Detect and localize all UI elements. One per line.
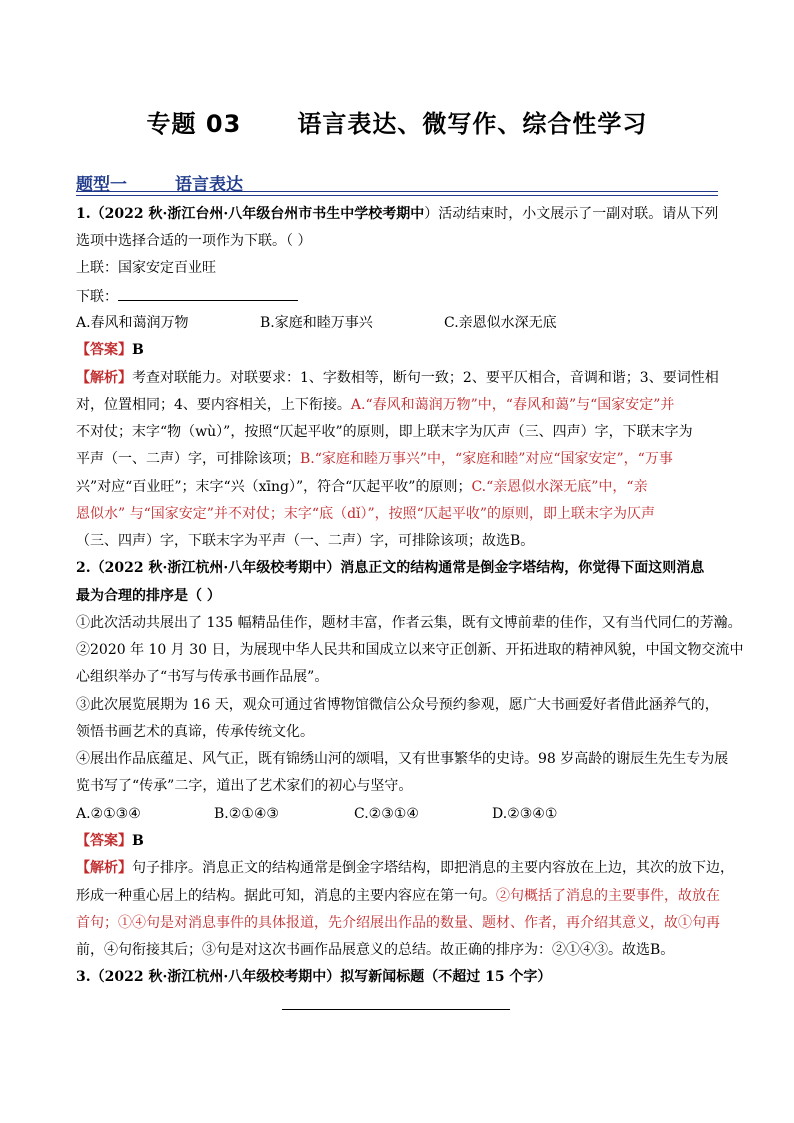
q3-answer-line (282, 1009, 510, 1010)
q2-analysis-line3: 首句；①④句是对消息事件的具体报道，先介绍展出作品的数量、题材、作者，再介绍其意义，故①句再 (76, 915, 720, 931)
section-name: 语言表达 (175, 175, 243, 195)
section-divider (76, 191, 718, 192)
q1-source: 2022 秋·浙江台州·八年级台州市书生中学校考期中 (104, 206, 425, 222)
q2-item-1: ①此次活动共展出了 135 幅精品佳作，题材丰富，作者云集，既有文博前辈的佳作，又有当代同仁的芳瀚。 (76, 615, 742, 631)
q2-item-2: ②2020 年 10 月 30 日，为展现中华人民共和国成立以来守正创新、开拓进取的精神风貌，中国文物交流中 (76, 642, 744, 658)
q2-analysis-line1: 【解析】句子排序。消息正文的结构通常是倒金字塔结构，即把消息的主要内容放在上边，其次的放下边， (76, 860, 734, 876)
page-title: 专题 03 语言表达、微写作、综合性学习 (146, 110, 648, 138)
q1-lower-couplet: 下联： (76, 286, 728, 307)
q2-item-2-cont: 心组织举办了“书写与传承书画作品展”。 (76, 669, 329, 685)
q2-option-b: B.②①④③ (214, 806, 279, 822)
q1-analysis-line2: 对，位置相同；4、要内容相关，上下衔接。A.“春风和蔼润万物”中，“春风和蔼”与“国家安定”并 (76, 397, 675, 413)
q2-options (76, 804, 728, 824)
q2-option-a: A.②①③④ (76, 806, 141, 822)
q1-analysis-line1: 【解析】考查对联能力。对联要求：1、字数相等，断句一致；2、要平仄相合，音调和谐；3、要词性相 (76, 370, 719, 386)
q1-stem: 1.（2022 秋·浙江台州·八年级台州市书生中学校考期中）活动结束时，小文展示了一副对联。请从下列 (76, 206, 719, 222)
q2-option-d: D.②③④① (492, 806, 558, 822)
q1-analysis-line6: 恩似水” 与“国家安定”并不对仗；末字“底（dǐ）”，按照“仄起平收”的原则，即上联末字为仄声 (76, 506, 655, 522)
q2-item-4: ④展出作品底蕴足、风气正，既有锦绣山河的颂唱，又有世事繁华的史诗。98 岁高龄的谢辰生先生专为展 (76, 751, 729, 767)
q2-item-3: ③此次展览展期为 16 天，观众可通过省博物馆微信公众号预约参观，愿广大书画爱好者借此涵养气的， (76, 697, 719, 713)
q2-stem: 2.（2022 秋·浙江杭州·八年级校考期中）消息正文的结构通常是倒金字塔结构，你觉得下面这则消息 (76, 560, 705, 576)
q1-answer: 【答案】B (76, 342, 144, 358)
q2-item-3-cont: 领悟书画艺术的真谛，传承传统文化。 (76, 724, 314, 740)
q1-analysis-line3: 不对仗；末字“物（wù）”，按照“仄起平收”的原则，即上联末字为仄声（三、四声）字，下联末字为 (76, 424, 693, 440)
q1-options (76, 313, 728, 333)
section-label: 题型一 (76, 175, 127, 195)
q1-analysis-line7: （三、四声）字，下联末字为平声（一、二声）字，可排除该项；故选B。 (76, 533, 535, 549)
q1-upper-couplet: 上联：国家安定百业旺 (76, 260, 216, 276)
q2-stem-line2: 最为合理的排序是（ ） (76, 588, 221, 604)
q1-option-c: C.亲恩似水深无底 (444, 315, 557, 331)
q2-item-4-cont: 览书写了“传承”二字，道出了艺术家们的初心与坚守。 (76, 778, 413, 794)
q1-option-a: A.春风和蔼润万物 (76, 315, 189, 331)
q2-analysis-line2: 形成一种重心居上的结构。据此可知，消息的主要内容应在第一句。②句概括了消息的主要事件，故放在 (76, 888, 720, 904)
q1-analysis-line4: 平声（一、二声）字，可排除该项；B.“家庭和睦万事兴”中，“家庭和睦”对应“国家安定”，“万事 (76, 451, 673, 467)
q1-option-b: B.家庭和睦万事兴 (260, 315, 373, 331)
q1-stem-line2: 选项中选择合适的一项作为下联。（ ） (76, 233, 312, 249)
q2-option-c: C.②③①④ (354, 806, 419, 822)
answer-blank (118, 286, 298, 301)
q3-stem: 3.（2022 秋·浙江杭州·八年级校考期中）拟写新闻标题（不超过 15 个字） (76, 969, 552, 985)
q2-answer: 【答案】B (76, 833, 144, 849)
section-divider-thin (76, 195, 718, 196)
q2-analysis-line4: 前，④句衔接其后；③句是对这次书画作品展意义的总结。故正确的排序为：②①④③。故选B。 (76, 942, 675, 958)
q1-analysis-line5: 兴”对应“百业旺”；末字“兴（xīng）”，符合“仄起平收”的原则；C.“亲恩似水深无底”中，“亲 (76, 479, 648, 495)
